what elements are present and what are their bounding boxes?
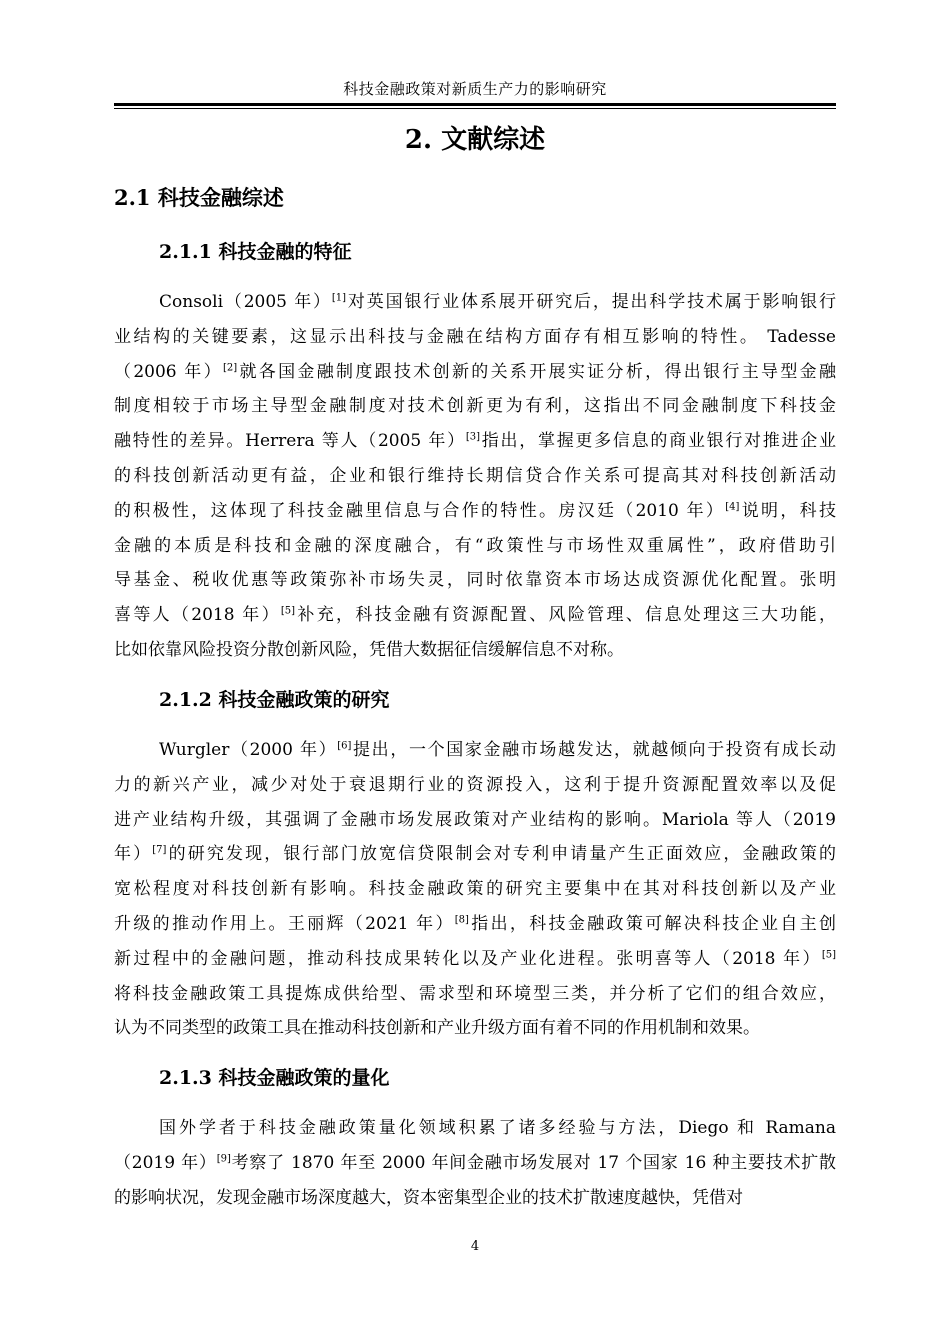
citation-ref: [9]	[216, 1153, 231, 1165]
paragraph-line	[114, 424, 836, 459]
paragraph-line	[114, 768, 836, 803]
text-run: 考察了 1870 年至 2000 年间金融市场发展对 17 个国家 16 种主要技术扩散	[230, 1152, 836, 1173]
paragraph-2	[114, 733, 836, 1046]
paragraph-line	[114, 803, 836, 838]
text-run: 认为不同类型的政策工具在推动科技创新和产业升级方面有着不同的作用机制和效果。	[114, 1018, 760, 1039]
paragraph-line	[114, 837, 836, 872]
paragraph-line	[114, 733, 836, 768]
text-run: 金融的本质是科技和金融的深度融合，有“政策性与市场性双重属性”，政府借助引	[114, 535, 836, 556]
paragraph-line	[114, 872, 836, 907]
paragraph-line	[114, 494, 836, 529]
citation-ref: [7]	[152, 844, 167, 856]
citation-ref: [3]	[465, 431, 481, 443]
text-run: 喜等人（2018 年）	[114, 605, 281, 626]
text-run: （2019 年）	[114, 1152, 217, 1173]
header-rule-thin	[114, 108, 836, 109]
paragraph-line	[114, 355, 836, 390]
text-run: 对英国银行业体系展开研究后，提出科学技术属于影响银行	[346, 292, 836, 312]
paragraph-1	[114, 285, 836, 668]
text-run: 力的新兴产业，减少对处于衰退期行业的资源投入，这利于提升资源配置效率以及促	[114, 774, 836, 795]
text-run: Wurgler（2000 年）	[159, 740, 338, 760]
paragraph-line	[114, 942, 836, 977]
text-run: 将科技金融政策工具提炼成供给型、需求型和环境型三类，并分析了它们的组合效应，	[114, 983, 836, 1004]
paragraph-3	[114, 1111, 836, 1215]
text-run: 宽松程度对科技创新有影响。科技金融政策的研究主要集中在其对科技创新以及产业	[114, 879, 836, 900]
text-run: （2006 年）	[114, 361, 223, 382]
citation-ref: [4]	[725, 501, 740, 513]
text-run: 制度相较于市场主导型金融制度对技术创新更为有利，这指出不同金融制度下科技金	[114, 396, 836, 417]
text-run: 融特性的差异。Herrera 等人（2005 年）	[114, 431, 466, 452]
paragraph-line	[114, 389, 836, 424]
paragraph-line	[114, 285, 836, 320]
text-run: 提出，一个国家金融市场越发达，就越倾向于投资有成长动	[351, 740, 836, 760]
citation-ref: [1]	[331, 292, 347, 304]
paragraph-line	[114, 1146, 836, 1181]
text-run: 国外学者于科技金融政策量化领域积累了诸多经验与方法，Diego 和 Ramana	[159, 1118, 836, 1138]
paragraph-line	[114, 563, 836, 598]
section-title: 2.1 科技金融综述	[114, 185, 284, 210]
text-run: 比如依靠风险投资分散创新风险，凭借大数据征信缓解信息不对称。	[114, 639, 624, 660]
text-run: 指出，科技金融政策可解决科技企业自主创	[468, 913, 837, 934]
paragraph-line	[114, 1181, 836, 1216]
citation-ref: [5]	[821, 949, 836, 961]
text-run: 升级的推动作用上。王丽辉（2021 年）	[114, 913, 455, 934]
running-header: 科技金融政策对新质生产力的影响研究	[343, 80, 607, 98]
paragraph-line	[114, 1111, 836, 1146]
header-rule-thick	[114, 103, 836, 106]
chapter-title: 2. 文献综述	[404, 125, 546, 155]
paragraph-line	[114, 907, 836, 942]
citation-ref: [2]	[222, 361, 238, 373]
text-run: 业结构的关键要素，这显示出科技与金融在结构方面存有相互影响的特性。 Tadesse	[114, 326, 836, 347]
text-run: 的研究发现，银行部门放宽信贷限制会对专利申请量产生正面效应，金融政策的	[166, 844, 837, 865]
citation-ref: [8]	[454, 914, 469, 926]
text-run: Consoli（2005 年）	[159, 292, 332, 312]
text-run: 导基金、税收优惠等政策弥补市场失灵，同时依靠资本市场达成资源优化配置。张明	[114, 570, 836, 591]
subsection-title-1: 2.1.1 科技金融的特征	[159, 241, 352, 263]
text-run: 进产业结构升级，其强调了金融市场发展政策对产业结构的影响。Mariola 等人（2019	[114, 809, 836, 830]
citation-ref: [6]	[337, 740, 352, 752]
text-run: 新过程中的金融问题，推动科技成果转化以及产业化进程。张明喜等人（2018 年）	[114, 948, 822, 969]
text-run: 的影响状况，发现金融市场深度越大，资本密集型企业的技术扩散速度越快，凭借对	[114, 1187, 743, 1208]
page-number: 4	[470, 1239, 480, 1254]
text-run: 的科技创新活动更有益，企业和银行维持长期信贷合作关系可提高其对科技创新活动	[114, 465, 836, 486]
citation-ref: [5]	[280, 605, 296, 617]
paragraph-line	[114, 598, 836, 633]
text-run: 就各国金融制度跟技术创新的关系开展实证分析，得出银行主导型金融	[237, 361, 837, 382]
paragraph-line	[114, 459, 836, 494]
text-run: 指出，掌握更多信息的商业银行对推进企业	[480, 431, 836, 452]
text-run: 年）	[114, 844, 153, 865]
paragraph-line	[114, 320, 836, 355]
paragraph-line	[114, 1011, 836, 1046]
text-run: 补充，科技金融有资源配置、风险管理、信息处理这三大功能，	[295, 605, 837, 626]
subsection-title-2: 2.1.2 科技金融政策的研究	[159, 689, 390, 711]
text-run: 说明，科技	[739, 500, 837, 521]
paragraph-line	[114, 633, 836, 668]
paragraph-line	[114, 977, 836, 1012]
text-run: 的积极性，这体现了科技金融里信息与合作的特性。房汉廷（2010 年）	[114, 500, 726, 521]
paragraph-line	[114, 529, 836, 564]
subsection-title-3: 2.1.3 科技金融政策的量化	[159, 1067, 390, 1089]
